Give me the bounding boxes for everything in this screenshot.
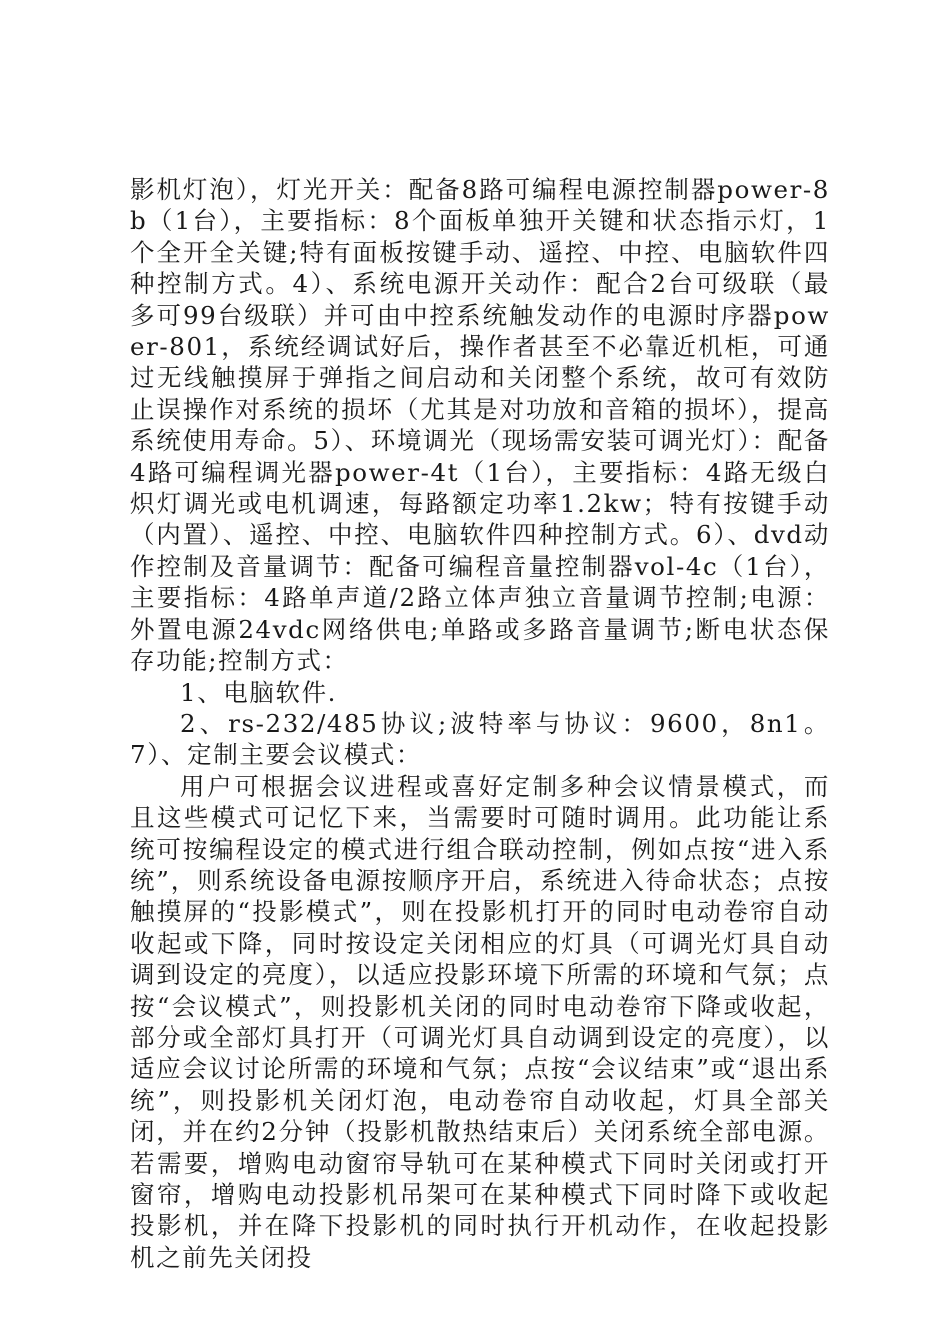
document-body bbox=[130, 174, 830, 1273]
paragraph-meeting-modes: 用户可根据会议进程或喜好定制多种会议情景模式，而且这些模式可记忆下来，当需要时可随时调用。此功能让系统可按编程设定的模式进行组合联动控制，例如点按“进入系统”，则系统设备电源按顺序开启，系统进入待命状态；点按触摸屏的“投影模式”，则在投影机打开的同时电动卷帘自动收起或下降，同时按设定关闭相应的灯具（可调光灯具自动调到设定的亮度），以适应投影环境下所需的环境和气氛；点按“会议模式”，则投影机关闭的同时电动卷帘下降或收起，部分或全部灯具打开（可调光灯具自动调到设定的亮度），以适应会议讨论所需的环境和气氛；点按“会议结束”或“退出系统”，则投影机关闭灯泡，电动卷帘自动收起，灯具全部关闭，并在约2分钟（投影机散热结束后）关闭系统全部电源。若需要，增购电动窗帘导轨可在某种模式下同时关闭或打开窗帘，增购电动投影机吊架可在某种模式下同时降下或收起投影机，并在降下投影机的同时执行开机动作，在收起投影机之前先关闭投 bbox=[130, 771, 830, 1272]
paragraph-control-method-2: 2、rs-232/485协议;波特率与协议：9600，8n1。7）、定制主要会议模式： bbox=[130, 708, 830, 770]
paragraph-device-specs: 影机灯泡），灯光开关：配备8路可编程电源控制器power-8b（1台），主要指标：8个面板单独开关键和状态指示灯，1个全开全关键;特有面板按键手动、遥控、中控、电脑软件四种控制方式。4）、系统电源开关动作：配合2台可级联（最多可99台级联）并可由中控系统触发动作的电源时序器power-801，系统经调试好后，操作者甚至不必靠近机柜，可通过无线触摸屏于弹指之间启动和关闭整个系统，故可有效防止误操作对系统的损坏（尤其是对功放和音箱的损坏），提高系统使用寿命。5）、环境调光（现场需安装可调光灯）：配备4路可编程调光器power-4t（1台），主要指标：4路无级白炽灯调光或电机调速，每路额定功率1.2kw；特有按键手动（内置）、遥控、中控、电脑软件四种控制方式。6）、dvd动作控制及音量调节：配备可编程音量控制器vol-4c（1台），主要指标：4路单声道/2路立体声独立音量调节控制;电源：外置电源24vdc网络供电;单路或多路音量调节;断电状态保存功能;控制方式： bbox=[130, 175, 830, 676]
paragraph-control-method-1: 1、电脑软件. bbox=[180, 677, 338, 707]
